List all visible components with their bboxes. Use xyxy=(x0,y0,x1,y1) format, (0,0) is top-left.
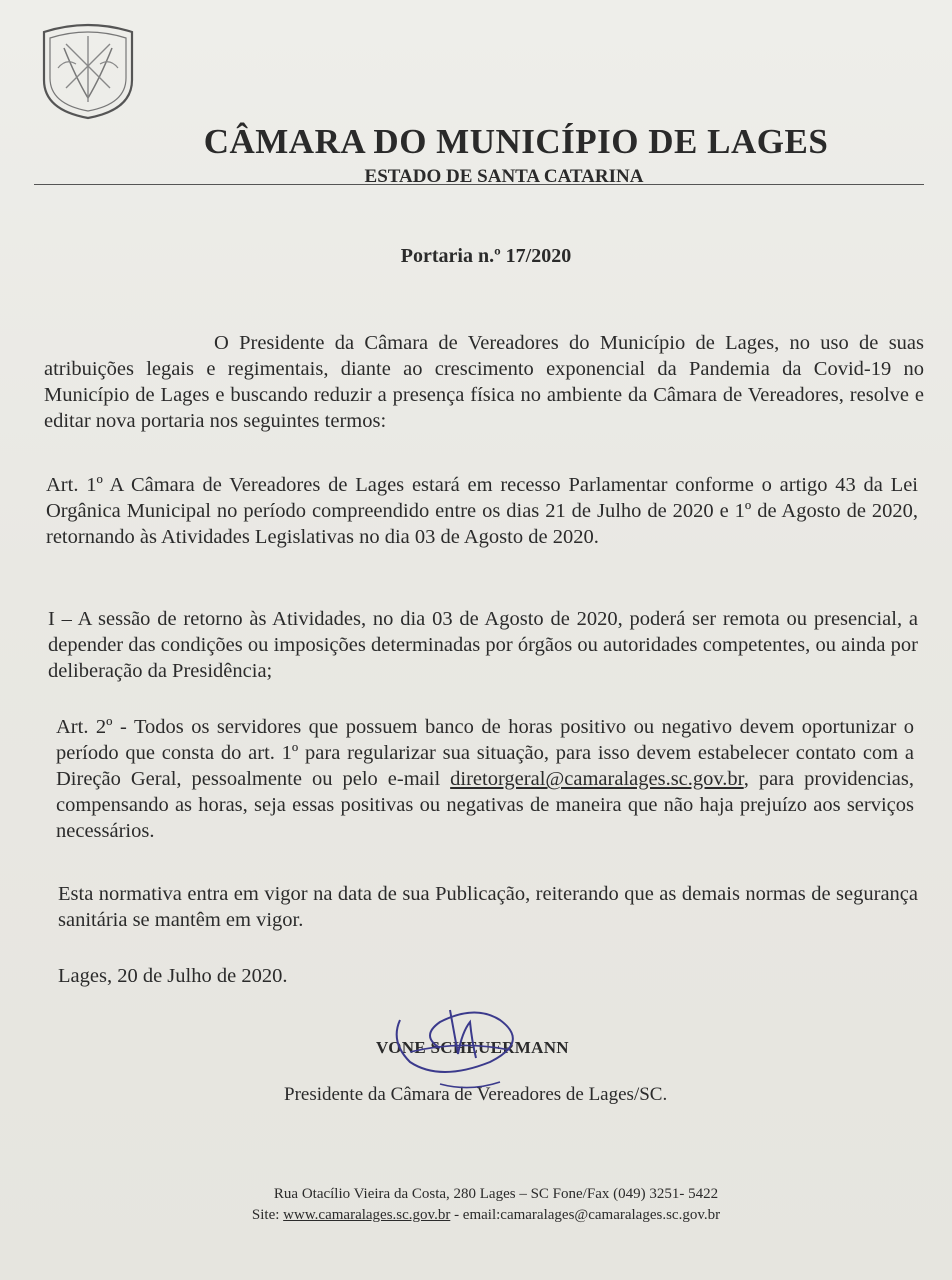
footer-site-label: Site: xyxy=(251,1207,284,1223)
document-number: Portaria n.º 17/2020 xyxy=(400,245,572,267)
page-subtitle: ESTADO DE SANTA CATARINA xyxy=(364,166,644,187)
paragraph-article-2 xyxy=(56,714,914,844)
paragraph-normative: Esta normativa entra em vigor na data de sua Publicação, reiterando que as demais normas de segurança sanitária se mantêm em vigor. xyxy=(58,883,918,931)
document-date: Lages, 20 de Julho de 2020. xyxy=(58,965,288,987)
footer-contact xyxy=(0,1207,952,1224)
paragraph-item-i: I – A sessão de retorno às Atividades, no dia 03 de Agosto de 2020, poderá ser remota ou presencial, a depender das condições ou imposições determinadas por órgãos ou autoridades competentes, ou ainda por deliberação da Presidência; xyxy=(48,608,918,682)
paragraph-preamble: O Presidente da Câmara de Vereadores do Município de Lages, no uso de suas atribuições legais e regimentais, diante ao crescimento exponencial da Pandemia da Covid-19 no Município de Lages e buscando reduzir a presença física no ambiente da Câmara de Vereadores, resolve e editar nova portaria nos seguintes termos: xyxy=(44,332,924,432)
handwritten-signature xyxy=(380,992,550,1112)
article-2-text-end: , para providencias, compensando as horas, seja essas positivas ou negativas de maneira que não haja prejuízo aos serviços necessários. xyxy=(56,768,914,842)
article-2-text-start: Art. 2º - Todos os servidores que possuem banco de horas positivo ou negativo devem oportunizar o período que consta do art. 1º para regularizar sua situação, para isso devem estabelecer contato com a Direção Geral, pessoalmente ou pelo e-mail xyxy=(56,716,914,790)
coat-of-arms-seal xyxy=(36,18,140,122)
signatory-name: VONE SCHEUERMANN xyxy=(376,1038,569,1057)
header-divider xyxy=(34,184,924,185)
email-link[interactable]: diretorgeral@camaralages.sc.gov.br xyxy=(450,768,744,790)
page-title: CÂMARA DO MUNICÍPIO DE LAGES xyxy=(203,122,829,161)
footer-address: Rua Otacílio Vieira da Costa, 280 Lages – SC Fone/Fax (049) 3251- 5422 xyxy=(273,1186,719,1202)
footer-email: - email:camaralages@camaralages.sc.gov.br xyxy=(450,1207,721,1223)
signatory-role: Presidente da Câmara de Vereadores de Lages/SC. xyxy=(284,1084,668,1105)
paragraph-article-1: Art. 1º A Câmara de Vereadores de Lages estará em recesso Parlamentar conforme o artigo 43 da Lei Orgânica Municipal no período compreendido entre os dias 21 de Julho de 2020 e 1º de Agosto de 2020, retornando às Atividades Legislativas no dia 03 de Agosto de 2020. xyxy=(46,474,918,548)
footer-site-link[interactable]: www.camaralages.sc.gov.br xyxy=(283,1207,451,1223)
